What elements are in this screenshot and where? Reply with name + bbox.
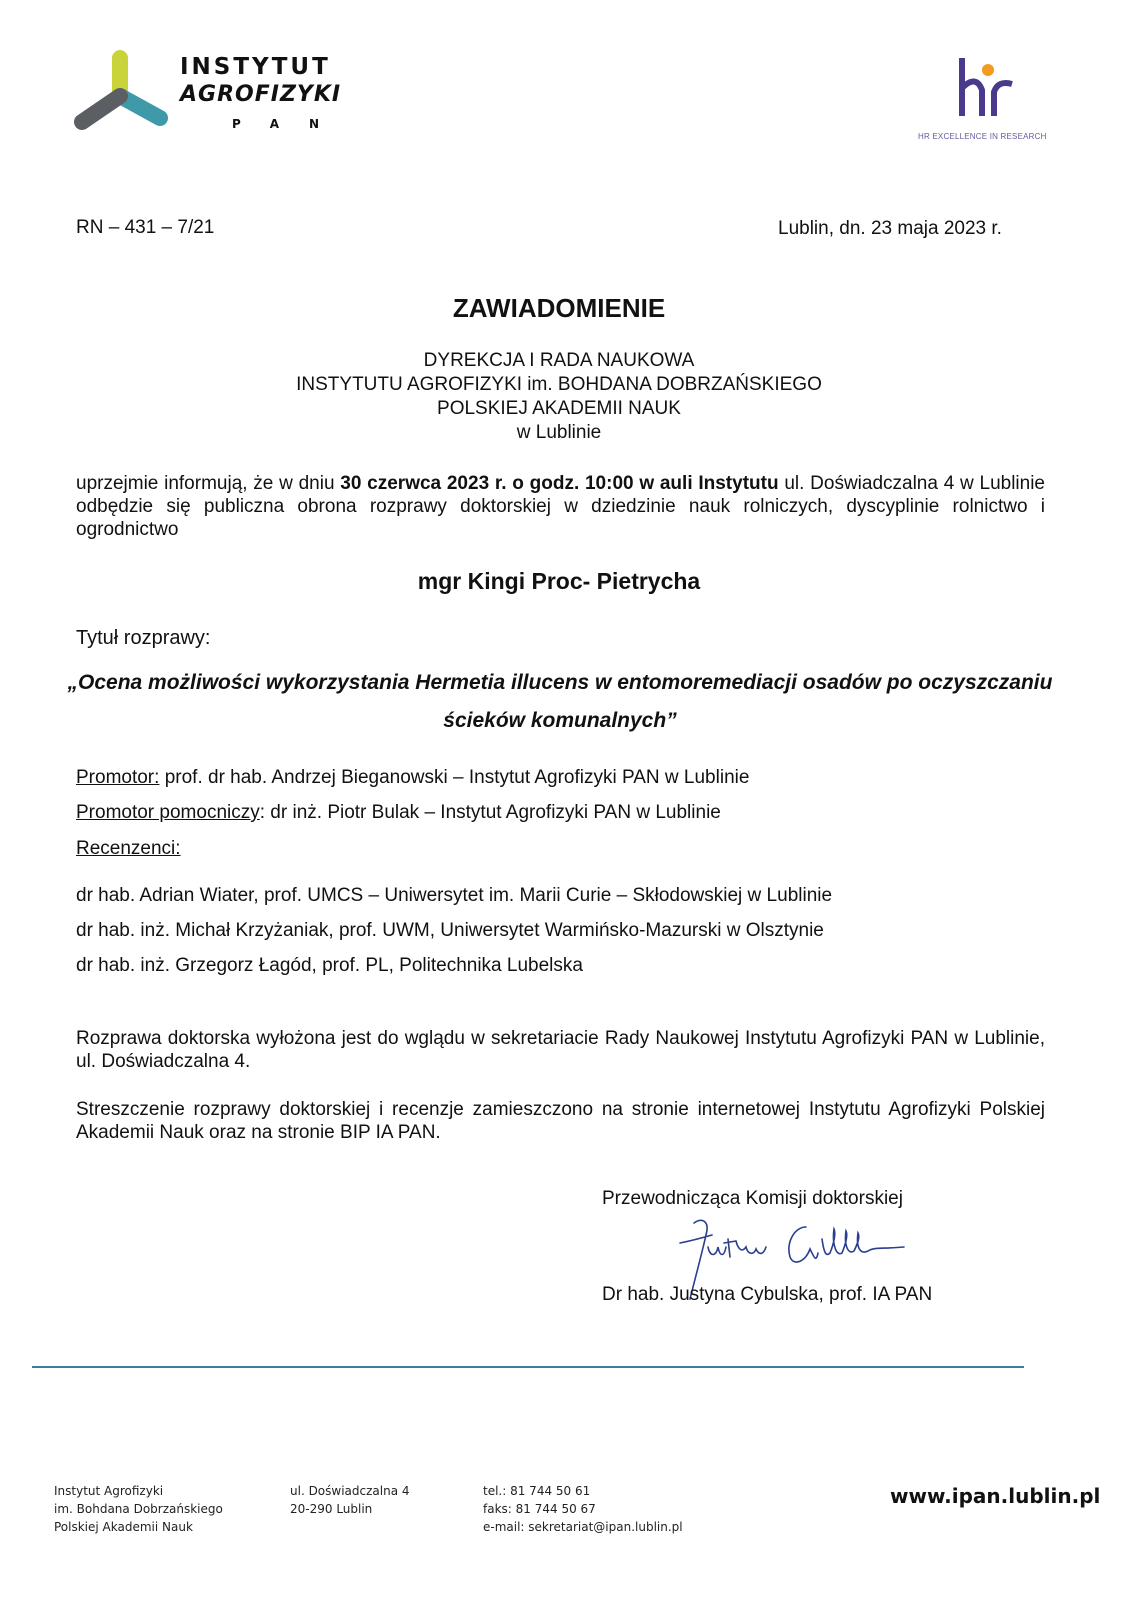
logo-line-3: PAN — [232, 117, 350, 131]
footer-contact — [483, 1482, 683, 1536]
document-title: ZAWIADOMIENIE — [452, 293, 666, 323]
availability-paragraph: Rozprawa doktorska wyłożona jest do wglądu w sekretariacie Rady Naukowej Instytutu Agrofizyki PAN w Lublinie, ul. Doświadczalna 4. — [76, 1028, 1045, 1072]
intro-text-bold: 30 czerwca 2023 r. o godz. 10:00 w auli Instytutu — [340, 473, 779, 494]
signer-name: Dr hab. Justyna Cybulska, prof. IA PAN — [602, 1284, 933, 1305]
thesis-label: Tytuł rozprawy: — [76, 627, 211, 649]
institute-logo-text — [180, 56, 349, 130]
promotor-value: prof. dr hab. Andrzej Bieganowski – Instytut Agrofizyki PAN w Lublinie — [159, 767, 750, 788]
issuer-block — [0, 349, 1118, 445]
footer-email: e-mail: sekretariat@ipan.lublin.pl — [483, 1520, 683, 1534]
hr-excellence-caption: HR EXCELLENCE IN RESEARCH — [918, 132, 1047, 141]
thesis-title: „Ocena możliwości wykorzystania Hermetia illucens w entomoremediacji osadów po oczyszczaniu ścieków komunalnych” — [67, 671, 1053, 732]
footer-institute — [54, 1482, 223, 1536]
reviewer-item: dr hab. inż. Michał Krzyżaniak, prof. UWM, Uniwersytet Warmińsko-Mazurski w Olsztynie — [76, 920, 824, 941]
promotor-aux-label: Promotor pomocniczy — [76, 802, 260, 823]
issuer-line: POLSKIEJ AKADEMII NAUK — [437, 398, 681, 419]
logo-line-1: INSTYTUT — [180, 54, 331, 80]
reviewer-item: dr hab. inż. Grzegorz Łagód, prof. PL, Politechnika Lubelska — [76, 955, 583, 976]
hr-excellence-logo-icon — [958, 54, 1014, 120]
footer-phone: tel.: 81 744 50 61 — [483, 1484, 591, 1498]
intro-text-after: ul. Doświadczalna 4 w Lublinie odbędzie się publiczna obrona rozprawy doktorskiej w dziedzinie nauk rolniczych, dyscyplinie rolnictwo i ogrodnictwo — [76, 473, 1045, 540]
issuer-line: INSTYTUTU AGROFIZYKI im. BOHDANA DOBRZAŃSKIEGO — [296, 374, 822, 395]
reviewer-item: dr hab. Adrian Wiater, prof. UMCS – Uniwersytet im. Marii Curie – Skłodowskiej w Lublinie — [76, 885, 833, 906]
candidate-name: mgr Kingi Proc- Pietrycha — [417, 568, 701, 594]
logo-line-2: AGROFIZYKI — [180, 82, 342, 107]
summary-paragraph: Streszczenie rozprawy doktorskiej i recenzje zamieszczono na stronie internetowej Instytutu Agrofizyki Polskiej Akademii Nauk oraz na stronie BIP IA PAN. — [76, 1099, 1045, 1143]
footer-line: Polskiej Akademii Nauk — [54, 1520, 193, 1534]
document-date: Lublin, dn. 23 maja 2023 r. — [778, 218, 1002, 239]
footer-line: ul. Doświadczalna 4 — [290, 1484, 410, 1498]
promotor-label: Promotor: — [76, 767, 160, 788]
footer-address — [290, 1482, 410, 1518]
footer-fax: faks: 81 744 50 67 — [483, 1502, 596, 1516]
promotor-aux-line — [76, 802, 721, 824]
promotor-aux-colon: : — [259, 802, 266, 823]
chair-title: Przewodnicząca Komisji doktorskiej — [602, 1188, 903, 1209]
footer-line: 20-290 Lublin — [290, 1502, 373, 1516]
intro-paragraph — [76, 472, 1045, 541]
intro-text-before: uprzejmie informują, że w dniu — [76, 473, 341, 494]
institute-logo-icon — [74, 50, 174, 134]
reviewers-label: Recenzenci: — [76, 838, 181, 859]
reference-number: RN – 431 – 7/21 — [76, 217, 215, 238]
issuer-line: w Lublinie — [516, 422, 602, 443]
footer-divider — [32, 1366, 1024, 1368]
website-link[interactable]: www.ipan.lublin.pl — [890, 1484, 1101, 1508]
promotor-line — [76, 767, 749, 789]
footer-line: Instytut Agrofizyki — [54, 1484, 164, 1498]
footer-line: im. Bohdana Dobrzańskiego — [54, 1502, 223, 1516]
issuer-line: DYREKCJA I RADA NAUKOWA — [423, 350, 695, 371]
promotor-aux-value: dr inż. Piotr Bulak – Instytut Agrofizyki PAN w Lublinie — [265, 802, 721, 823]
